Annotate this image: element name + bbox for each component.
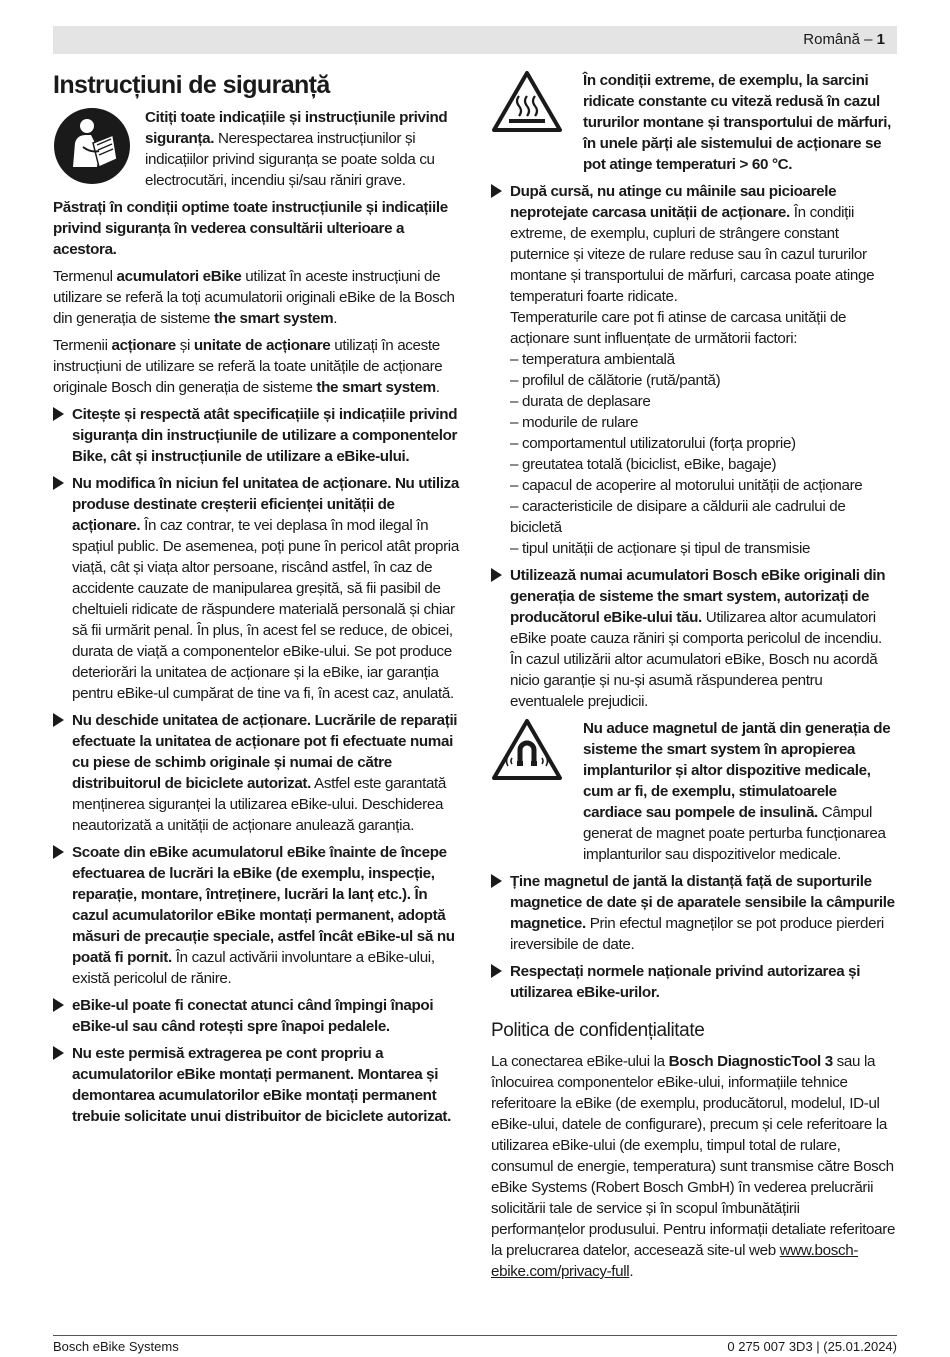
privacy-link[interactable]: www.bosch-ebike.com/privacy-full: [491, 1242, 859, 1280]
bullet-arrow-icon: [53, 1046, 64, 1060]
footer-company: Bosch eBike Systems: [53, 1339, 179, 1354]
footer-doc-number: 0 275 007 3D3 | (25.01.2024): [727, 1339, 897, 1354]
bullet-arrow-icon: [491, 184, 502, 198]
left-column: [53, 70, 461, 1133]
bullet-item: Respectați normele naționale privind autorizarea și utilizarea eBike-urilor.: [491, 961, 897, 1003]
factor-item: – temperatura ambientală: [510, 351, 675, 368]
keep-instructions: Păstrați în condiții optime toate instrucțiunile și indicațiile privind siguranța în vederea consultării ulterioare a acestora.: [53, 199, 448, 258]
page-number: 1: [876, 31, 885, 48]
magnetic-field-warning-icon: [491, 718, 563, 782]
page-footer: [53, 1335, 897, 1354]
factor-item: – modurile de rulare: [510, 414, 639, 431]
bullet-item: Nu este permisă extragerea pe cont propriu a acumulatorilor eBike montați permanent. Montarea și demontarea acumulatorilor eBike montați permanent trebuie solicitate unui distribuitor de biciclete autorizat.: [53, 1043, 461, 1127]
bullet-arrow-icon: [53, 476, 64, 490]
factor-item: – tipul unității de acționare și tipul de transmisie: [510, 540, 811, 557]
read-manual-notice: Citiți toate indicațiile și instrucțiunile privind siguranța. Nerespectarea instrucțiunilor și indicațiilor privind siguranța se poate solda cu electrocutări, incendiu și/sau răniri grave.: [53, 107, 461, 191]
bullet-arrow-icon: [53, 713, 64, 727]
bullet-item: Nu deschide unitatea de acționare. Lucrările de reparații efectuate la unitatea de acționare pot fi efectuate numai cu piese de schimb originale și numai de către distribuitorul de biciclete autorizat. Astfel este garantată menținerea siguranței la utilizarea eBike-ului. Deschiderea neautorizată a unității de acționare anulează garanția.: [53, 710, 461, 836]
page-header: [53, 26, 897, 54]
bullet-arrow-icon: [491, 874, 502, 888]
factor-item: – caracteristicile de disipare a căldurii ale cadrului de bicicletă: [510, 498, 846, 536]
bullet-item: Utilizează numai acumulatori Bosch eBike originali din generația de sisteme the smart system, autorizați de producătorul eBike-ului tău. Utilizarea altor acumulatori eBike poate cauza răniri și comporta pericolul de incendiu. În cazul utilizării altor acumulatori eBike, Bosch nu acordă nicio garanție și nu-și asumă răspunderea pentru eventualele prejudicii.: [491, 565, 897, 712]
privacy-paragraph: La conectarea eBike-ului la Bosch DiagnosticTool 3 sau la înlocuirea componentelor eBike-ului, informațiile tehnice referitoare la eBike (de exemplu, producătorul, modelul, ID-ul eBike-ului, datele de configurare), precum și cele referitoare la utilizarea eBike-ului (de exemplu, timpul total de rulare, consumul de energie, temperatura) sunt transmise către Bosch eBike Systems (Robert Bosch GmbH) în vederea prelucrării solicitării tale de service și în scopul îmbunătățirii performanțelor produsului. Pentru informații detaliate referitoare la prelucrarea datelor, accesează site-ul web www.bosch-ebike.com/privacy-full.: [491, 1053, 896, 1280]
privacy-heading: Politica de confidențialitate: [491, 1020, 705, 1041]
hot-surface-warning-icon: [491, 70, 563, 134]
page-title: Instrucțiuni de siguranță: [53, 71, 330, 99]
factor-item: – durata de deplasare: [510, 393, 651, 410]
read-manual-icon: [53, 107, 131, 185]
bullet-item: Ține magnetul de jantă la distanță față de suporturile magnetice de date și de aparatele sensibile la câmpurile magnetice. Prin efectul magneților se pot produce pierderi ireversibile de date.: [491, 871, 897, 955]
bullet-item: Scoate din eBike acumulatorul eBike înainte de începe efectuarea de lucrări la eBike (de exemplu, inspecție, reparație, montare, întreținere, lucrări la lanț etc.). În cazul acumulatorilor eBike montați permanent, adoptă măsuri de precauție speciale, astfel încât eBike-ul să nu poată fi pornit. În cazul activării involuntare a eBike-ului, există pericolul de rănire.: [53, 842, 461, 989]
bullet-item: Citește și respectă atât specificațiile și indicațiile privind siguranța din instrucțiunile de utilizare a componentelor Bike, cât și instrucțiunile de utilizare a eBike-ului.: [53, 404, 461, 467]
bullet-item: eBike-ul poate fi conectat atunci când împingi înapoi eBike-ul sau când rotești spre înapoi pedalele.: [53, 995, 461, 1037]
hot-surface-warning: În condiții extreme, de exemplu, la sarcini ridicate constante cu viteză redusă în cazul tururilor montane și transportului de mărfuri, în unele părți ale sistemului de acționare se pot atinge temperaturi > 60 °C.: [491, 70, 897, 175]
factor-item: – capacul de acoperire al motorului unității de acționare: [510, 477, 863, 494]
magnet-warning: Nu aduce magnetul de jantă din generația de sisteme the smart system în apropierea implanturilor și altor dispozitive medicale, cum ar fi, de exemplu, stimulatoarele cardiace sau pompele de insulină. Câmpul generat de magnet poate perturba funcționarea implanturilor sau dispozitivelor medicale.: [491, 718, 897, 865]
factor-item: – profilul de călătorie (rută/pantă): [510, 372, 721, 389]
bullet-arrow-icon: [53, 845, 64, 859]
page-language: Română – 1: [803, 31, 885, 48]
bullet-arrow-icon: [491, 568, 502, 582]
bullet-arrow-icon: [53, 407, 64, 421]
factor-item: – greutatea totală (biciclist, eBike, bagaje): [510, 456, 777, 473]
battery-term-paragraph: Termenul acumulatori eBike utilizat în aceste instrucțiuni de utilizare se referă la toți acumulatorii originali eBike de la Bosch din generația de sisteme the smart system.: [53, 268, 455, 327]
drive-term-paragraph: Termenii acționare și unitate de acționare utilizați în aceste instrucțiuni de utilizare se referă la toate unitățile de acționare originale Bosch din generația de sisteme the smart system.: [53, 337, 443, 396]
bullet-arrow-icon: [491, 964, 502, 978]
bullet-arrow-icon: [53, 998, 64, 1012]
factor-item: – comportamentul utilizatorului (forța proprie): [510, 435, 796, 452]
right-column: [491, 70, 897, 1288]
bullet-item: După cursă, nu atinge cu mâinile sau picioarele neprotejate carcasa unității de acționare. În condiții extreme, de exemplu, cupluri de strângere constant puternice și viteze de rulare reduse sau în cazul tururilor montane și transportului de mărfuri, carcasa poate atinge temperaturi foarte ridicate. Temperaturile care pot fi atinse de carcasa unității de acționare sunt influențate de următorii factori: – temperatura ambientală – profilul de călătorie (rută/pantă) – durata de deplasare – modurile de rulare – comportamentul utilizatorului (forța proprie) – greutatea totală (biciclist, eBike, bagaje) – capacul de acoperire al motorului unității de acționare – caracteristicile de disipare a căldurii ale cadrului de bicicletă – tipul unității de acționare și tipul de transmisie: [491, 181, 897, 559]
bullet-item: Nu modifica în niciun fel unitatea de acționare. Nu utiliza produse destinate creșterii eficienței unității de acționare. În caz contrar, te vei deplasa în mod ilegal în spațiul public. De asemenea, poți pune în pericol atât propria viață, cât și viața altor persoane, riscând astfel, în caz de accidente cauzate de manipularea greșită, să fii pasibil de cheltuieli ridicate de răspundere materială personală și chiar să fii urmărit penal. În plus, în acest fel se reduce, de obicei, durata de viață a componentelor eBike-ului. Se pot produce deteriorări la unitatea de acționare și la eBike, iar garanția pentru eBike-ul cumpărat de tine va fi, în acest caz, anulată.: [53, 473, 461, 704]
